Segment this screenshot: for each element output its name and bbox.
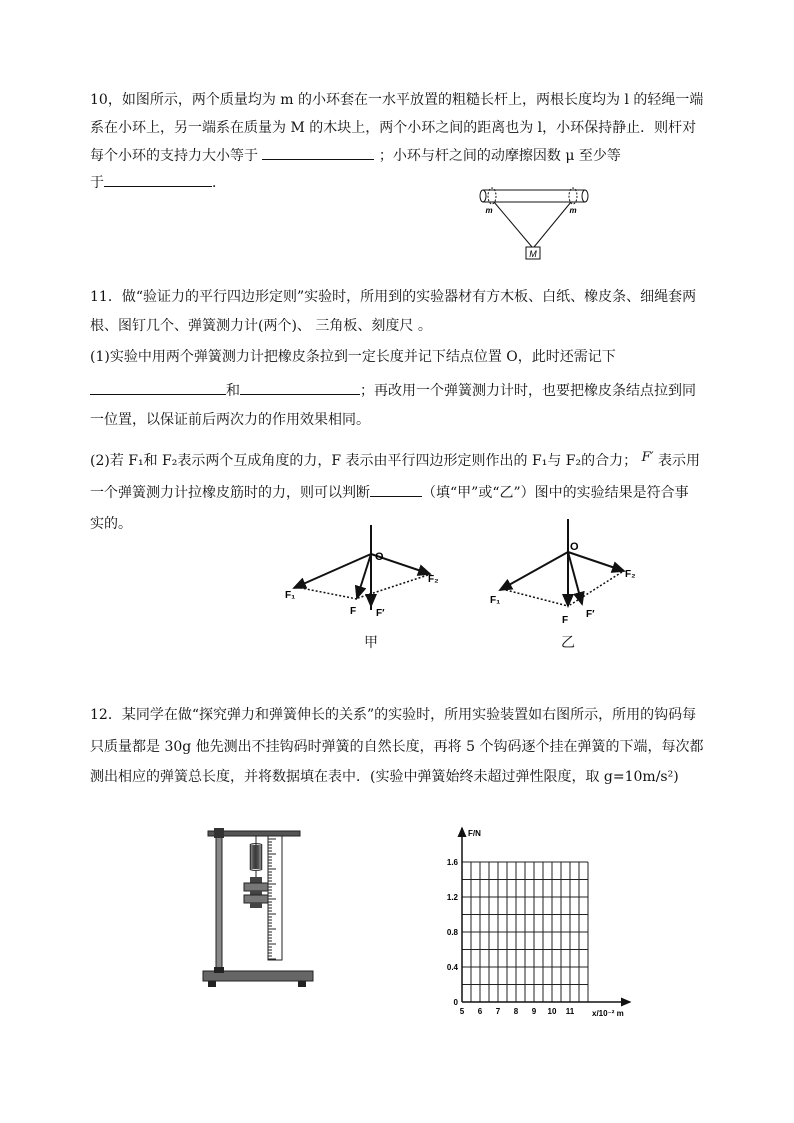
left-rope xyxy=(494,202,532,247)
jia-F-arrow xyxy=(357,554,371,598)
yi-F2-arrow xyxy=(568,552,624,571)
x-tick-label: 8 xyxy=(513,1007,519,1016)
jia-F1-label: F₁ xyxy=(285,590,296,601)
y-axis-label: F/N xyxy=(468,829,481,838)
jia-F2-label: F₂ xyxy=(428,574,439,585)
yi-dash-1 xyxy=(502,589,568,606)
spring-coil xyxy=(250,868,262,871)
spring-apparatus-figure xyxy=(198,825,318,990)
y-tick-label: 1.6 xyxy=(446,858,458,867)
jia-O-label: O xyxy=(375,551,384,563)
jia-caption: 甲 xyxy=(364,635,378,651)
q11-blank-1[interactable] xyxy=(90,380,226,395)
q10-ring-rod-figure xyxy=(475,185,595,265)
x-tick-label: 7 xyxy=(495,1007,501,1016)
q11-p2-line1-a: (2)若 F₁和 F₂表示两个互成角度的力，F 表示由平行四边形定则作出的 F₁与 F₂的合力； xyxy=(90,453,638,469)
q10-line4 xyxy=(90,172,226,193)
y-tick-label: 0 xyxy=(453,998,458,1007)
q11-p2-line1-b: 表示用 xyxy=(658,453,700,469)
q10-line4-b: ． xyxy=(212,175,226,191)
force-diagram-yi xyxy=(484,516,654,626)
left-ring-label: m xyxy=(485,206,493,215)
q11-p1-line1: (1)实验中用两个弹簧测力计把橡皮条拉到一定长度并记下结点位置 O，此时还需记下 xyxy=(90,349,616,365)
apparatus-pole xyxy=(216,833,222,971)
q11-p1-line2-rest: ；再改用一个弹簧测力计时，也要把橡皮条结点拉到同 xyxy=(360,383,696,399)
x-tick-label: 5 xyxy=(459,1007,465,1016)
force-extension-grid-chart xyxy=(440,822,650,1022)
q10-line3-a: 每个小环的支持力大小等于 xyxy=(90,148,258,164)
q12-line1: 12．某同学在做“探究弹力和弹簧伸长的关系”的实验时，所用实验装置如右图所示，所用的钩码每 xyxy=(90,707,697,723)
q10-line3-b: ；小环与杆之间的动摩擦因数 μ 至少等 xyxy=(378,148,621,164)
q11-line2: 根、图钉几个、弹簧测力计(两个)、 三角板、刻度尺 。 xyxy=(90,318,432,334)
hook-weights xyxy=(244,871,268,908)
right-rope xyxy=(534,202,571,247)
x-axis-label: x/10⁻² m xyxy=(592,1009,624,1018)
q10-line3 xyxy=(90,145,621,166)
jia-Fprime-label: F′ xyxy=(376,608,385,619)
q11-p2-line2-b: （填“甲”或“乙”）图中的实验结果是符合事 xyxy=(422,485,689,501)
q11-p2-line2 xyxy=(90,482,689,503)
q11-p1-and: 和 xyxy=(226,383,240,399)
q11-p2-line1 xyxy=(90,448,700,471)
yi-F-label: F xyxy=(562,615,569,626)
force-diagram-jia xyxy=(280,520,450,630)
base-foot-right xyxy=(298,981,306,987)
q10-line2: 系在小环上，另一端系在质量为 M 的木块上，两个小环之间的距离也为 l，小环保持静止．则杆对 xyxy=(90,120,697,136)
crossbar-clamp xyxy=(214,828,224,838)
y-tick-labels xyxy=(447,858,459,1007)
q10-blank-friction-coef[interactable] xyxy=(104,172,212,187)
q10-line4-a: 于 xyxy=(90,175,104,191)
y-tick-label: 1.2 xyxy=(446,893,458,902)
yi-caption: 乙 xyxy=(561,635,575,651)
x-tick-label: 6 xyxy=(477,1007,483,1016)
q11-blank-judge[interactable] xyxy=(370,482,422,497)
y-tick-label: 0.8 xyxy=(446,928,458,937)
yi-Fprime-label: F′ xyxy=(586,609,595,620)
right-ring-label: m xyxy=(569,206,577,215)
x-tick-label: 10 xyxy=(547,1007,557,1016)
yi-Fprime-arrow xyxy=(568,552,582,604)
x-tick-label: 9 xyxy=(531,1007,537,1016)
q10-blank-support-force[interactable] xyxy=(262,145,374,160)
q12-line3: 测出相应的弹簧总长度，并将数据填在表中．(实验中弹簧始终未超过弹性限度，取 g=10m/s²) xyxy=(90,769,679,785)
jia-dash-2 xyxy=(358,575,428,598)
q11-p2-line3: 实的。 xyxy=(90,516,132,532)
chart-grid xyxy=(462,862,588,1002)
base-foot-left xyxy=(208,981,216,987)
x-tick-labels xyxy=(460,1007,575,1016)
yi-O-label: O xyxy=(570,541,579,553)
q11-p2-fprime: F′ xyxy=(641,450,654,465)
q11-line1: 11．做“验证力的平行四边形定则”实验时，所用到的实验器材有方木板、白纸、橡皮条、细绳套两 xyxy=(90,289,697,305)
q11-p1-line3: 一位置，以保证前后两次力的作用效果相同。 xyxy=(90,412,370,428)
q11-p1-line2 xyxy=(90,380,696,401)
x-tick-label: 11 xyxy=(565,1007,575,1016)
jia-dash-1 xyxy=(296,587,357,599)
q11-p2-line2-a: 一个弹簧测力计拉橡皮筋时的力，则可以判断 xyxy=(90,485,370,501)
spring xyxy=(250,836,262,870)
q12-line2: 只质量都是 30g 他先测出不挂钩码时弹簧的自然长度，再将 5 个钩码逐个挂在弹簧的下端，每次都 xyxy=(90,739,704,755)
yi-F1-label: F₁ xyxy=(490,595,501,606)
y-tick-label: 0.4 xyxy=(446,963,458,972)
block-label: M xyxy=(529,249,537,259)
yi-F1-arrow xyxy=(500,552,568,590)
jia-F1-arrow xyxy=(294,554,371,588)
q10-line1: 10，如图所示，两个质量均为 m 的小环套在一水平放置的粗糙长杆上，两根长度均为 l 的轻绳一端 xyxy=(90,92,704,108)
q11-blank-2[interactable] xyxy=(240,380,360,395)
pole-clamp xyxy=(214,967,224,973)
yi-F2-label: F₂ xyxy=(625,569,636,580)
jia-F-label: F xyxy=(350,606,357,617)
scale-ruler xyxy=(268,836,282,960)
